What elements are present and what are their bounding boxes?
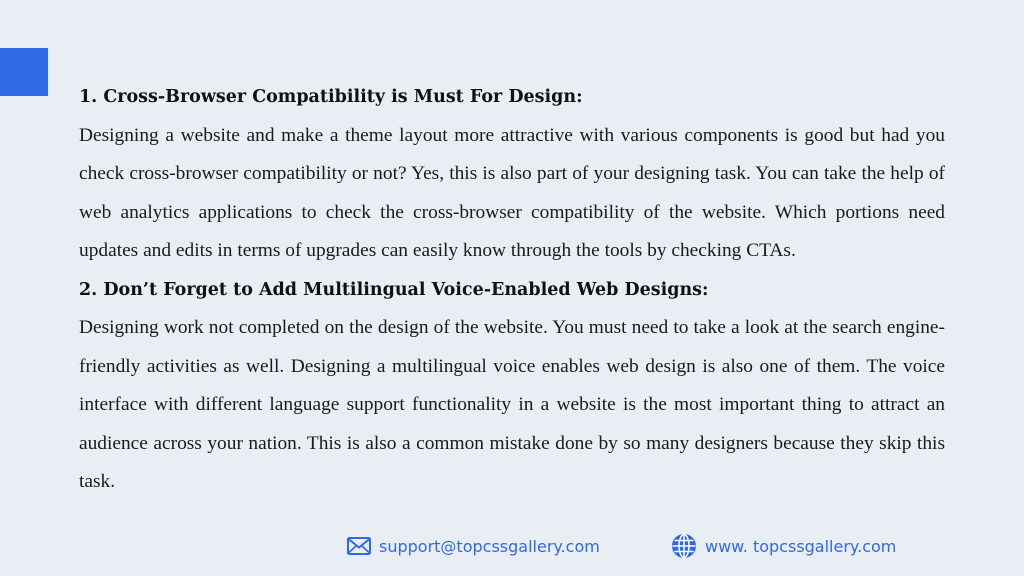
email-link[interactable]: support@topcssgallery.com	[379, 536, 600, 556]
globe-icon	[671, 533, 697, 559]
section-1-heading: 1. Cross-Browser Compatibility is Must For Design:	[79, 87, 583, 107]
slide-content	[79, 78, 945, 502]
section-1-body: Designing a website and make a theme layout more attractive with various components is good but had you check cross-browser compatibility or not? Yes, this is also part of your designing task. You can take the help of web analytics applications to check the cross-browser compatibility of the website. Which portions need updates and edits in terms of upgrades can easily know through the tools by checking CTAs.	[79, 124, 945, 261]
accent-square	[0, 48, 48, 96]
section-2-heading: 2. Don’t Forget to Add Multilingual Voice-Enabled Web Designs:	[79, 279, 709, 300]
website-link[interactable]: www. topcssgallery.com	[705, 536, 897, 556]
footer-website[interactable]	[671, 533, 896, 559]
envelope-icon	[347, 537, 371, 555]
section-2-body: Designing work not completed on the design of the website. You must need to take a look at the search engine-friendly activities as well. Designing a multilingual voice enables web design is also one of them. The voice interface with different language support functionality in a website is the most important thing to attract an audience across your nation. This is also a common mistake done by so many designers because they skip this task.	[79, 317, 945, 492]
footer-email[interactable]	[347, 533, 600, 559]
